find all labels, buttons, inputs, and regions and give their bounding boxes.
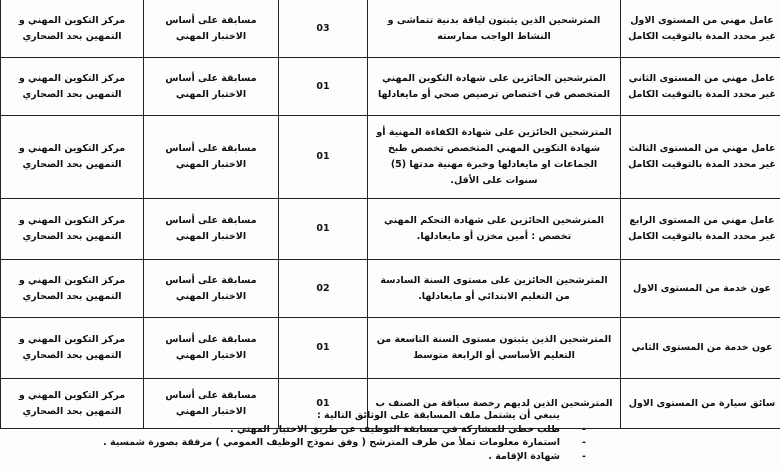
competition-mode-text: مسابقة على أساس الاختبار المهني (165, 72, 257, 100)
conditions-cell (368, 260, 621, 318)
document-item: - شهادة الإقامة . (488, 450, 586, 462)
required-documents-section (103, 409, 586, 463)
positions-count-cell (279, 0, 368, 58)
conditions-text: المترشحين الحائزين على مستوى السنة السادسة من التعليم الابتدائي أو مايعادلها. (380, 274, 608, 302)
positions-count-text: 01 (316, 223, 330, 234)
conditions-text: المترشحين الذين يثبتون لياقة بدنية تتماشى و النشاط الواجب ممارسته (387, 14, 601, 42)
rank-text: سائق سيارة من المستوى الاول (628, 397, 776, 409)
positions-count-text: 02 (316, 282, 330, 294)
positions-count-cell (279, 260, 368, 318)
table-row (1, 116, 780, 199)
rank-text: عامل مهني من المستوى الاول غير محدد المدة بالتوقيت الكامل (628, 14, 776, 42)
rank-cell (621, 0, 780, 58)
rank-cell (621, 58, 780, 116)
positions-count-text: 01 (316, 397, 330, 409)
competition-mode-cell (144, 58, 279, 116)
table-row (1, 58, 780, 116)
center-text: مركز التكوين المهني و التمهين بحد الصحاري (18, 14, 126, 42)
center-cell (1, 260, 144, 318)
conditions-text: المترشحين الحائزين على شهادة التكوين المهني المتخصص في اختصاص ترصيص صحي أو مايعادلها (377, 72, 611, 100)
competition-mode-cell (144, 199, 279, 260)
documents-intro: ينبغي أن يشتمل ملف المسابقة على الوثائق التالية : (316, 410, 560, 421)
document-item: - استمارة معلومات تملأ من طرف المترشح ( وفق نموذج الوظيف العمومي ) مرفقة بصورة شمسية . (103, 437, 586, 448)
center-cell (1, 116, 144, 199)
competition-mode-text: مسابقة على أساس الاختبار المهني (165, 389, 257, 417)
rank-text: عامل مهني من المستوى الرابع غير محدد المدة بالتوقيت الكامل (628, 215, 776, 242)
conditions-cell (368, 0, 621, 58)
table-row (1, 0, 780, 58)
conditions-text: المترشحين الحائزين على شهادة الكفاءة المهنية أو شهادة التكوين المهني المتخصص تخصص طبخ الجماعات او مايعادلها وخبرة مهنية مدتها (5) سنوات على الأقل. (376, 127, 612, 186)
list-dash: - (582, 450, 586, 462)
center-text: مركز التكوين المهني و التمهين بحد الصحاري (18, 143, 126, 170)
list-dash: - (582, 437, 586, 448)
competition-mode-text: مسابقة على أساس الاختبار المهني (165, 14, 257, 42)
rank-cell (621, 116, 780, 199)
competition-mode-text: مسابقة على أساس الاختبار المهني (165, 143, 257, 170)
positions-count-text: 01 (316, 80, 330, 92)
conditions-text: المترشحين الذين لديهم رخصة سياقة من الصنف ب (375, 397, 613, 409)
positions-count-cell (279, 318, 368, 379)
table-row (1, 199, 780, 260)
competition-mode-text: مسابقة على أساس الاختبار المهني (165, 215, 257, 242)
positions-count-cell (279, 58, 368, 116)
center-cell (1, 379, 144, 429)
rank-text: عون خدمة من المستوى الاول (632, 282, 772, 294)
positions-count-text: 03 (316, 22, 330, 34)
center-text: مركز التكوين المهني و التمهين بحد الصحاري (18, 215, 126, 242)
conditions-cell (368, 116, 621, 199)
rank-cell (621, 260, 780, 318)
document-item: - طلب خطي للمشاركة في مسابقة التوظيف عن طريق الاختبار المهني . (230, 423, 586, 435)
conditions-text: المترشحين الحائزين على شهادة التحكم المهني تخصص : أمين مخزن أو مايعادلها. (383, 215, 605, 242)
center-cell (1, 0, 144, 58)
rank-cell (621, 379, 780, 429)
list-dash: - (582, 423, 586, 435)
rank-text: عامل مهني من المستوى الثالث غير محدد المدة بالتوقيت الكامل (628, 143, 776, 170)
table-row (1, 318, 780, 379)
documents-list (103, 423, 586, 464)
competition-mode-cell (144, 0, 279, 58)
positions-count-cell (279, 116, 368, 199)
rank-text: عامل مهني من المستوى الثاني غير محدد المدة بالتوقيت الكامل (628, 72, 776, 100)
competition-mode-cell (144, 318, 279, 379)
conditions-cell (368, 318, 621, 379)
positions-count-text: 01 (316, 342, 330, 353)
center-cell (1, 58, 144, 116)
table-row (1, 260, 780, 318)
conditions-cell (368, 199, 621, 260)
competition-mode-cell (144, 116, 279, 199)
conditions-text: المترشحين الذين يثبتون مستوى السنة التاسعة من التعليم الأساسي أو الرابعة متوسط (376, 334, 612, 361)
center-text: مركز التكوين المهني و التمهين بحد الصحاري (18, 72, 126, 100)
positions-count-text: 01 (316, 151, 330, 162)
center-cell (1, 199, 144, 260)
rank-text: عون خدمة من المستوى الثاني (631, 342, 773, 353)
center-text: مركز التكوين المهني و التمهين بحد الصحاري (18, 334, 126, 361)
center-text: مركز التكوين المهني و التمهين بحد الصحاري (18, 389, 126, 417)
competition-mode-text: مسابقة على أساس الاختبار المهني (165, 274, 257, 302)
conditions-cell (368, 58, 621, 116)
center-text: مركز التكوين المهني و التمهين بحد الصحاري (18, 274, 126, 302)
competition-mode-cell (144, 260, 279, 318)
center-cell (1, 318, 144, 379)
competition-mode-text: مسابقة على أساس الاختبار المهني (165, 334, 257, 361)
competition-mode-cell (144, 379, 279, 429)
positions-count-cell (279, 199, 368, 260)
rank-cell (621, 199, 780, 260)
rank-cell (621, 318, 780, 379)
